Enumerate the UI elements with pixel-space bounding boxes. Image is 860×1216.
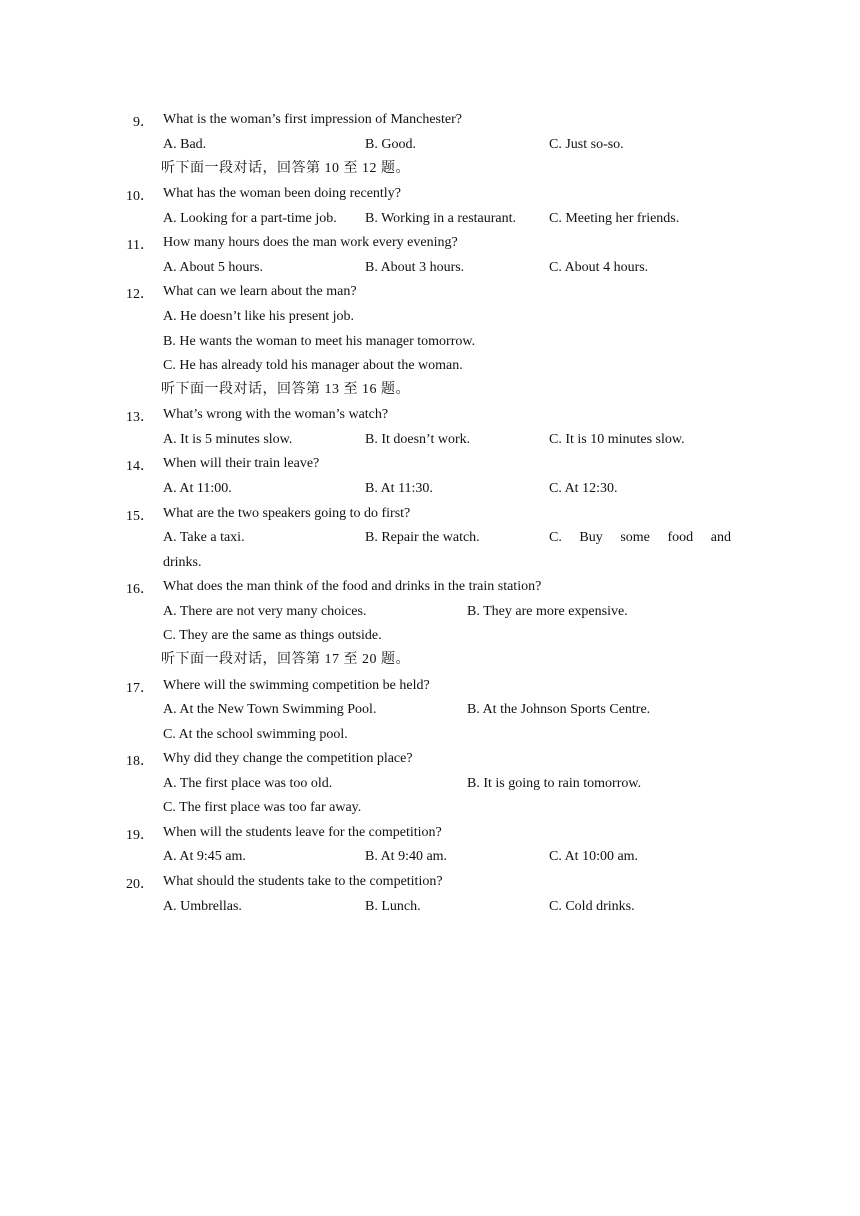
option-b: B. At 11:30. <box>365 481 433 496</box>
option-c: C. They are the same as things outside. <box>163 628 382 643</box>
option-c-word: and <box>710 530 731 545</box>
question-number: 10． <box>126 189 154 204</box>
question-number: 13． <box>126 410 154 425</box>
option-a: A. Bad. <box>163 137 207 152</box>
question-text: What is the woman’s first impression of Manchester? <box>163 112 462 127</box>
option-c: C. He has already told his manager about the woman. <box>163 358 463 373</box>
option-b: B. It doesn’t work. <box>365 432 471 447</box>
question-text: What should the students take to the competition? <box>163 874 443 889</box>
question-number: 11． <box>126 238 154 253</box>
option-a: A. At the New Town Swimming Pool. <box>163 702 377 717</box>
section-instruction: 听下面一段对话，回答第 10 至 12 题。 <box>161 161 410 176</box>
option-c-word: C. <box>549 530 562 545</box>
option-a: A. It is 5 minutes slow. <box>163 432 293 447</box>
option-c: C. At the school swimming pool. <box>163 727 348 742</box>
question-number: 16． <box>126 582 154 597</box>
question-text: Why did they change the competition place? <box>163 751 413 766</box>
option-b: B. At the Johnson Sports Centre. <box>467 702 651 717</box>
option-a: A. At 9:45 am. <box>163 849 246 864</box>
option-c: C. At 12:30. <box>549 481 618 496</box>
question-number: 14． <box>126 459 154 474</box>
option-b: B. They are more expensive. <box>467 604 628 619</box>
question-number: 9． <box>133 115 154 130</box>
question-number: 17． <box>126 681 154 696</box>
option-b: B. Repair the watch. <box>365 530 480 545</box>
option-b: B. He wants the woman to meet his manager tomorrow. <box>163 334 476 349</box>
question-number: 15． <box>126 509 154 524</box>
question-text: When will the students leave for the competition? <box>163 825 442 840</box>
question-number: 20． <box>126 877 154 892</box>
option-a: A. Looking for a part-time job. <box>163 211 337 226</box>
option-a: A. At 11:00. <box>163 481 232 496</box>
option-b: B. It is going to rain tomorrow. <box>467 776 642 791</box>
question-text: When will their train leave? <box>163 456 320 471</box>
option-b: B. Working in a restaurant. <box>365 211 517 226</box>
section-instruction: 听下面一段对话，回答第 17 至 20 题。 <box>161 652 410 667</box>
question-number: 18． <box>126 754 154 769</box>
option-c: C. About 4 hours. <box>549 260 649 275</box>
option-a: A. The first place was too old. <box>163 776 333 791</box>
option-b: B. At 9:40 am. <box>365 849 448 864</box>
option-c: C. Just so-so. <box>549 137 624 152</box>
option-a: A. Take a taxi. <box>163 530 245 545</box>
option-b: B. About 3 hours. <box>365 260 465 275</box>
question-text: What are the two speakers going to do first? <box>163 506 411 521</box>
question-text: What has the woman been doing recently? <box>163 186 401 201</box>
question-text: What does the man think of the food and drinks in the train station? <box>163 579 542 594</box>
option-c: C. It is 10 minutes slow. <box>549 432 685 447</box>
option-c-word: some <box>620 530 650 545</box>
option-a: A. There are not very many choices. <box>163 604 367 619</box>
option-c-word: Buy <box>579 530 603 545</box>
option-b: B. Good. <box>365 137 416 152</box>
option-c <box>549 529 731 547</box>
question-text: How many hours does the man work every evening? <box>163 235 458 250</box>
option-c: C. The first place was too far away. <box>163 800 362 815</box>
option-c: C. At 10:00 am. <box>549 849 639 864</box>
question-number: 19． <box>126 828 154 843</box>
question-text: What’s wrong with the woman’s watch? <box>163 407 389 422</box>
section-instruction: 听下面一段对话，回答第 13 至 16 题。 <box>161 382 410 397</box>
option-a: A. He doesn’t like his present job. <box>163 309 355 324</box>
option-a: A. Umbrellas. <box>163 899 242 914</box>
question-text: What can we learn about the man? <box>163 284 357 299</box>
option-c: C. Cold drinks. <box>549 899 635 914</box>
option-c-word: food <box>667 530 694 545</box>
option-c-continued: drinks. <box>163 555 202 570</box>
question-number: 12． <box>126 287 154 302</box>
option-a: A. About 5 hours. <box>163 260 263 275</box>
option-c: C. Meeting her friends. <box>549 211 680 226</box>
option-b: B. Lunch. <box>365 899 421 914</box>
question-text: Where will the swimming competition be held? <box>163 678 430 693</box>
